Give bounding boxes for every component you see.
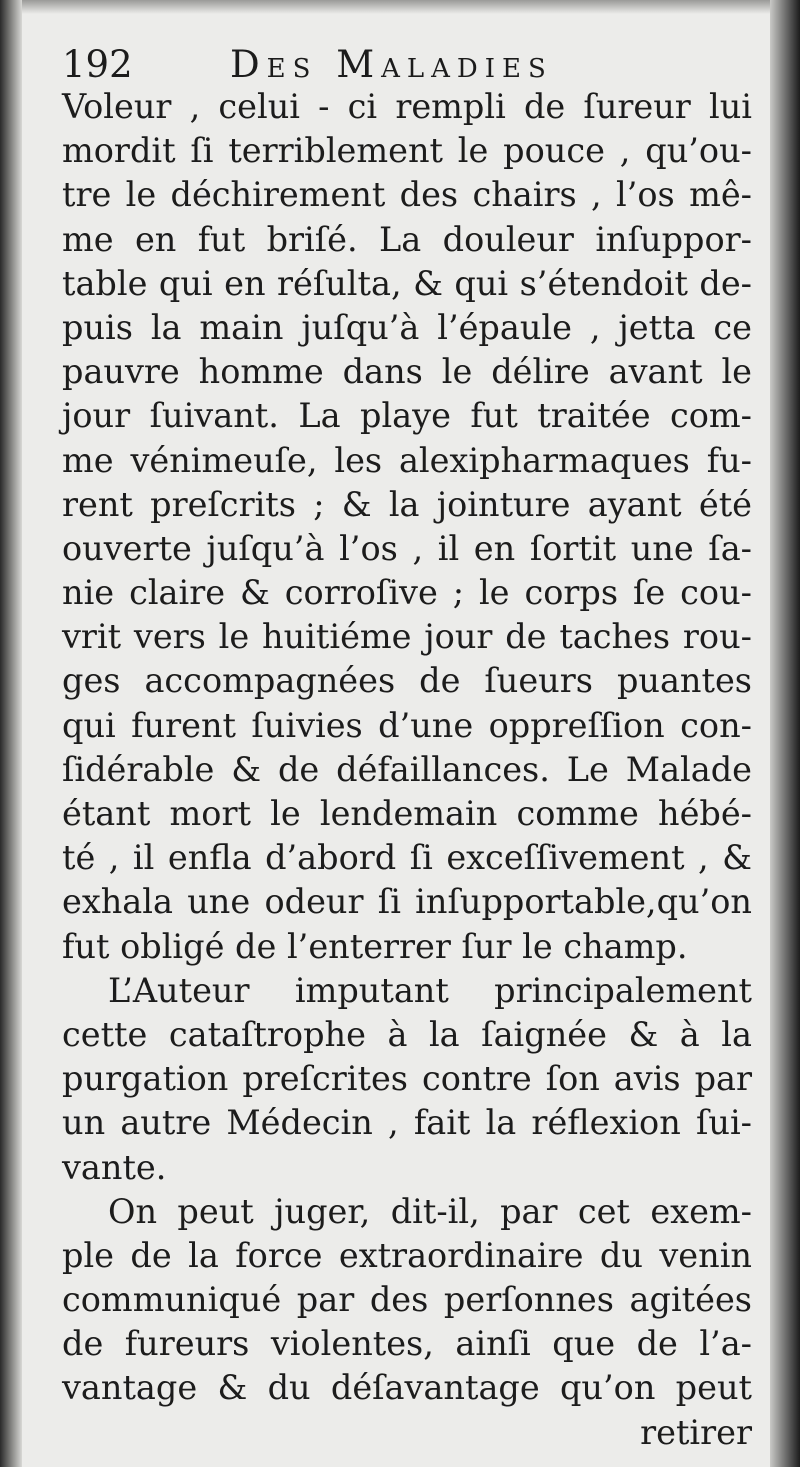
text-line: vantage & du déſavantage qu’on peut: [62, 1368, 752, 1408]
text-line: un autre Médecin , fait la réflexion ſui-: [62, 1103, 752, 1143]
text-line: rent preſcrits ; & la jointure ayant été: [62, 484, 752, 524]
page-number: 192: [62, 43, 133, 86]
text-line: ple de la force extraordinaire du venin: [62, 1235, 752, 1275]
text-line: table qui en réſulta, & qui s’étendoit de-: [62, 263, 752, 303]
text-line: me vénimeuſe, les alexipharmaques fu-: [62, 440, 752, 480]
text-line: vrit vers le huitiéme jour de taches rou-: [62, 617, 752, 657]
text-line: pauvre homme dans le délire avant le: [62, 352, 752, 392]
text-line: ges accompagnées de ſueurs puantes: [62, 661, 752, 701]
text-line: me en fut briſé. La douleur inſuppor-: [62, 219, 752, 259]
page-gutter-shadow: [0, 0, 22, 1467]
text-line: vante.: [62, 1147, 167, 1187]
page-top-edge: [0, 0, 800, 14]
text-line: jour ſuivant. La playe fut traitée com-: [62, 396, 752, 436]
text-line: étant mort le lendemain comme hébé-: [62, 794, 752, 833]
text-line: mordit ſi terriblement le pouce , qu’ou-: [62, 131, 752, 171]
text-line: qui furent ſuivies d’une oppreſſion con-: [62, 705, 752, 745]
text-line: cette cataſtrophe à la ſaignée & à la: [62, 1014, 752, 1054]
text-line: fut obligé de l’enterrer ſur le champ.: [62, 926, 688, 966]
text-line: ſidérable & de défaillances. Le Malade: [62, 749, 752, 789]
text-line: On peut juger, dit-il, par cet exem-: [108, 1191, 752, 1231]
text-line: Voleur , celui - ci rempli de ſureur lui: [62, 87, 752, 126]
text-line: de fureurs violentes, ainſi que de l’a-: [62, 1324, 752, 1364]
text-line: ouverte juſqu’à l’os , il en ſortit une ſa-: [62, 528, 752, 568]
text-line: communiqué par des perſonnes agitées: [62, 1280, 752, 1320]
text-line: L’Auteur imputant principalement: [108, 970, 752, 1010]
body-text: [62, 85, 752, 1455]
catchword: retirer: [640, 1412, 752, 1452]
page-right-edge-shadow: [770, 0, 800, 1467]
text-line: puis la main juſqu’à l’épaule , jetta ce: [62, 307, 752, 347]
text-line: tre le déchirement des chairs , l’os mê-: [62, 175, 752, 215]
text-line: nie claire & corroſive ; le corps ſe cou-: [62, 573, 752, 613]
text-line: té , il enfla d’abord ſi exceſſivement , &: [62, 838, 752, 878]
text-line: purgation preſcrites contre ſon avis par: [62, 1059, 752, 1099]
text-line: exhala une odeur ſi inſupportable,qu’on: [62, 882, 752, 922]
running-head: Des Maladies: [230, 43, 553, 86]
